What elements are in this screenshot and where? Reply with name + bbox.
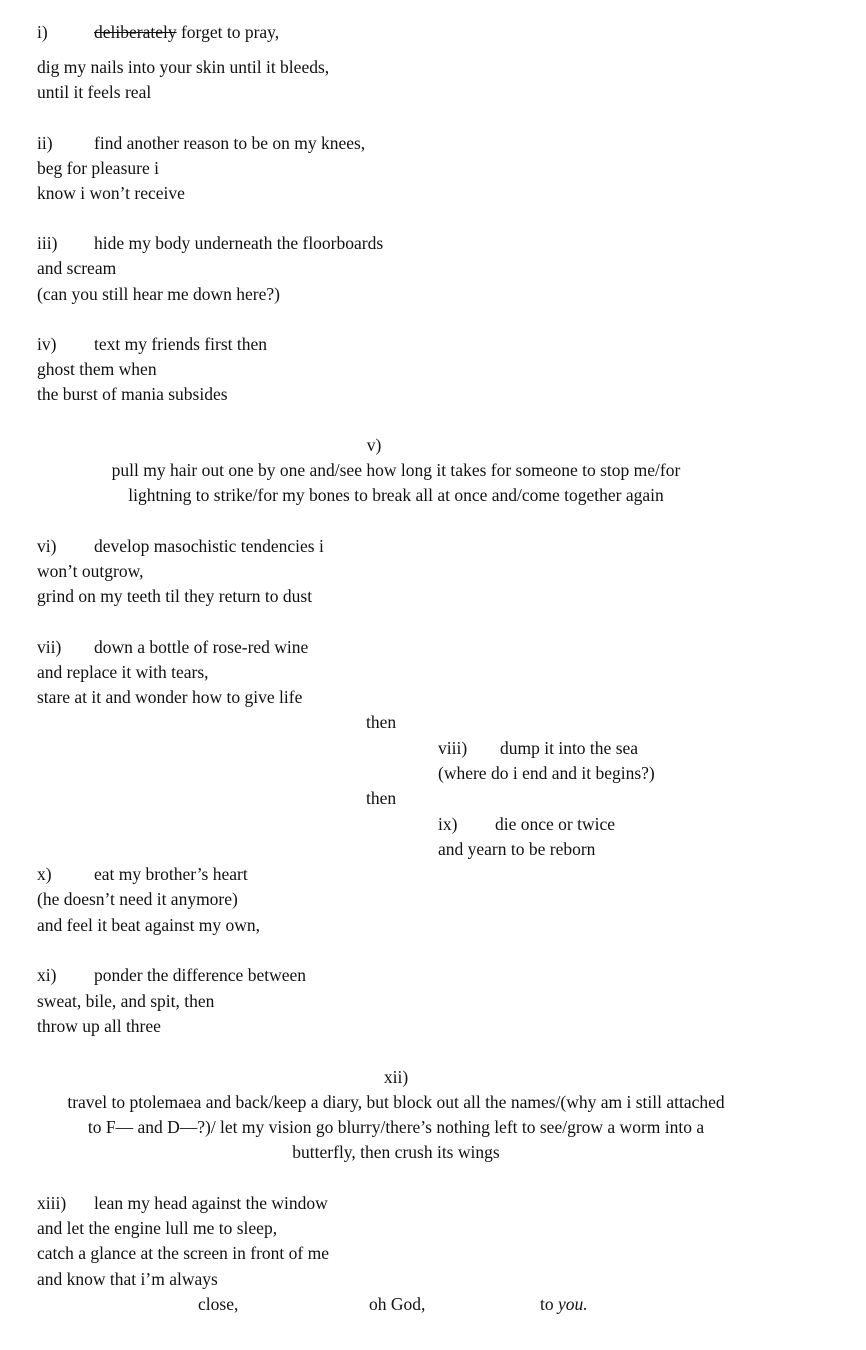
stanza-4-line-1: text my friends first then (94, 334, 268, 354)
stanza-6-line-1: develop masochistic tendencies i (94, 536, 324, 556)
stanza-1-numeral: i) (37, 22, 48, 42)
stanza-3-numeral: iii) (37, 233, 58, 253)
stanza-10-line-1: eat my brother’s heart (94, 864, 248, 884)
stanza-12-line-1: travel to ptolemaea and back/keep a diary, but block out all the names/(why am i still attached (67, 1092, 725, 1112)
stanza-13-line-4: and know that i’m always (37, 1269, 218, 1289)
stanza-9-line-2: and yearn to be reborn (438, 839, 596, 859)
stanza-7-line-1: down a bottle of rose-red wine (94, 637, 309, 657)
stanza-1-line-2: dig my nails into your skin until it bleeds, (37, 57, 330, 77)
final-word-close: close, (198, 1294, 239, 1314)
stanza-7-numeral: vii) (37, 637, 62, 657)
stanza-10-line-3: and feel it beat against my own, (37, 915, 261, 935)
stanza-10-numeral: x) (37, 864, 52, 884)
stanza-12-line-2: to F— and D—?)/ let my vision go blurry/there’s nothing left to see/grow a worm into a (87, 1117, 705, 1137)
final-word-to: to (540, 1294, 558, 1314)
stanza-6-line-2: won’t outgrow, (37, 561, 144, 581)
final-phrase-to-you (540, 1294, 588, 1314)
stanza-2-line-2: beg for pleasure i (37, 158, 159, 178)
stanza-8-numeral: viii) (438, 738, 468, 758)
stanza-5-line-1: pull my hair out one by one and/see how long it takes for someone to stop me/for (111, 460, 681, 480)
stanza-5-numeral: v) (366, 435, 382, 455)
stanza-11-line-3: throw up all three (37, 1016, 161, 1036)
stanza-13-line-3: catch a glance at the screen in front of me (37, 1243, 330, 1263)
stanza-13-numeral: xiii) (37, 1193, 67, 1213)
stanza-4-line-3: the burst of mania subsides (37, 384, 228, 404)
then-connector-2: then (366, 788, 397, 808)
stanza-6-line-3: grind on my teeth til they return to dust (37, 586, 313, 606)
stanza-3-line-2: and scream (37, 258, 117, 278)
stanza-7-line-2: and replace it with tears, (37, 662, 209, 682)
final-word-you: you. (558, 1294, 588, 1314)
stanza-2-numeral: ii) (37, 133, 53, 153)
stanza-11-numeral: xi) (37, 965, 57, 985)
stanza-9-numeral: ix) (438, 814, 458, 834)
stanza-8-line-2: (where do i end and it begins?) (438, 763, 655, 783)
stanza-11-line-1: ponder the difference between (94, 965, 306, 985)
stanza-2-line-3: know i won’t receive (37, 183, 185, 203)
stanza-12-numeral: xii) (383, 1067, 409, 1087)
stanza-5-line-2: lightning to strike/for my bones to break all at once and/come together again (128, 485, 664, 505)
stanza-13-line-2: and let the engine lull me to sleep, (37, 1218, 278, 1238)
struck-word: deliberately (94, 22, 177, 42)
stanza-11-line-2: sweat, bile, and spit, then (37, 991, 215, 1011)
stanza-13-line-1: lean my head against the window (94, 1193, 328, 1213)
stanza-3-line-1: hide my body underneath the floorboards (94, 233, 384, 253)
stanza-2-line-1: find another reason to be on my knees, (94, 133, 366, 153)
stanza-7-line-3: stare at it and wonder how to give life (37, 687, 303, 707)
stanza-1-line-1-rest: forget to pray, (176, 22, 280, 42)
stanza-6-numeral: vi) (37, 536, 57, 556)
stanza-8-line-1: dump it into the sea (500, 738, 639, 758)
final-word-god: oh God, (369, 1294, 426, 1314)
stanza-4-line-2: ghost them when (37, 359, 157, 379)
stanza-9-line-1: die once or twice (495, 814, 616, 834)
stanza-12-line-3: butterfly, then crush its wings (292, 1142, 500, 1162)
stanza-10-line-2: (he doesn’t need it anymore) (37, 889, 238, 909)
stanza-1-line-3: until it feels real (37, 82, 152, 102)
stanza-4-numeral: iv) (37, 334, 57, 354)
stanza-3-line-3: (can you still hear me down here?) (37, 284, 280, 304)
then-connector-1: then (366, 712, 397, 732)
stanza-1-line-1 (94, 22, 279, 42)
